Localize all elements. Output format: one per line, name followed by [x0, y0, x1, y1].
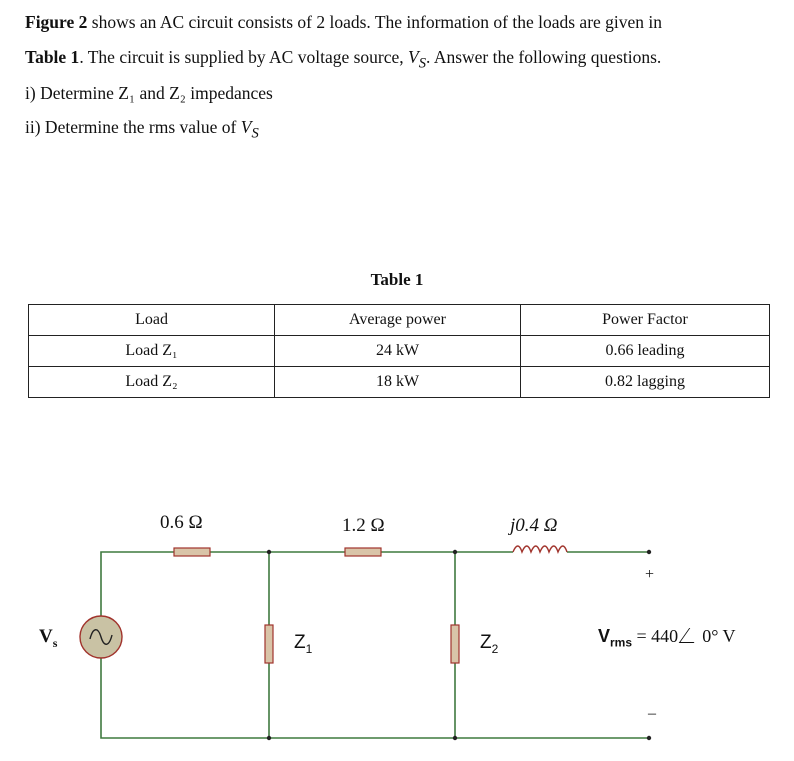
source-label: $V_s$ [39, 626, 58, 650]
vrms-label: $V_{rms} = 440$ 0° V [598, 626, 736, 650]
z2-label: $Z_2$ [480, 632, 499, 656]
table-cell: Load Z₁ [29, 336, 275, 367]
plus-sign: + [645, 566, 655, 583]
table-cell: 0.66 leading [521, 336, 770, 367]
impedance-z2 [451, 625, 459, 663]
table-header-cell: Load [29, 305, 275, 336]
table-cell: 0.82 lagging [521, 367, 770, 398]
inductor-l [513, 546, 567, 552]
angle-symbol [679, 628, 705, 643]
ac-source [80, 616, 122, 658]
node-dot [453, 550, 457, 554]
node-dot [267, 736, 271, 740]
table-cell: 18 kW [275, 367, 521, 398]
table-ref: Table 1 [25, 47, 80, 67]
table-header-cell: Power Factor [521, 305, 770, 336]
table-cell: Load Z₂ [29, 367, 275, 398]
r1-label: 0.6 Ω [160, 512, 203, 533]
table-caption: Table 1 [370, 270, 424, 289]
node-dot [453, 736, 457, 740]
impedance-z1 [265, 625, 273, 663]
vrms-unit: ° V [711, 626, 736, 646]
wire-top-left [101, 552, 174, 617]
question-line-2-text-b: . Answer the following questions. [426, 47, 662, 67]
resistor-r1 [174, 548, 210, 556]
resistor-r2 [345, 548, 381, 556]
question-line-2-text-a: . The circuit is supplied by AC voltage source, [79, 47, 409, 67]
terminal-dot [647, 736, 651, 740]
terminal-dot [647, 550, 651, 554]
figure-ref: Figure 2 [25, 12, 88, 32]
question-item-2-text: ii) Determine the rms value of [25, 117, 241, 137]
circuit-wires [101, 552, 649, 738]
question-line-1-text: shows an AC circuit consists of 2 loads. The information of the loads are given in [87, 12, 663, 32]
wire-bottom [101, 657, 649, 738]
table-header-cell: Average power [275, 305, 521, 336]
minus-sign: – [648, 705, 656, 722]
vrms-value: = 440 [632, 626, 679, 646]
node-dot [267, 550, 271, 554]
vs-var-2: $V_S$ [240, 117, 259, 142]
question-item-1: i) Determine Z₁ and Z₂ impedances [25, 83, 273, 103]
vrms-angle: 0 [702, 626, 712, 646]
vs-var: $V_S$ [408, 47, 427, 72]
z1-label: $Z_1$ [294, 632, 313, 656]
r2-label: 1.2 Ω [342, 515, 385, 536]
inductor-label: j0.4 Ω [510, 515, 558, 536]
table-cell: 24 kW [275, 336, 521, 367]
